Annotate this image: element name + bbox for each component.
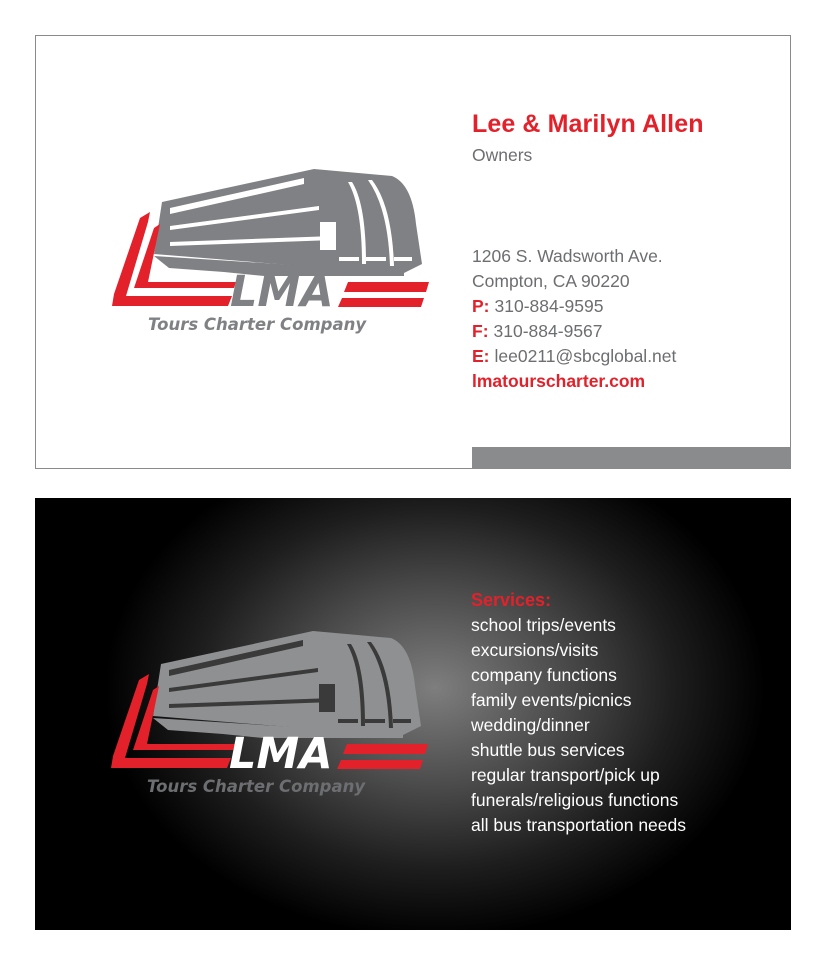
service-item: funerals/religious functions xyxy=(471,790,679,810)
phone-label: P: xyxy=(472,296,490,316)
service-item: company functions xyxy=(471,665,617,685)
service-item: shuttle bus services xyxy=(471,740,625,760)
services-heading: Services: xyxy=(471,590,552,610)
owner-name: Lee & Marilyn Allen xyxy=(472,110,704,138)
logo-graphic xyxy=(104,164,434,349)
services-list xyxy=(471,613,686,838)
service-item: all bus transportation needs xyxy=(471,815,686,835)
service-item: school trips/events xyxy=(471,615,616,635)
address-line-2: Compton, CA 90220 xyxy=(472,271,630,291)
bus-icon xyxy=(154,169,422,276)
contact-details xyxy=(472,244,676,394)
service-item: family events/picnics xyxy=(471,690,632,710)
website-link: lmatourscharter.com xyxy=(472,371,646,391)
fax-number: 310-884-9567 xyxy=(493,321,603,341)
company-logo xyxy=(104,164,434,349)
email-address: lee0211@sbcglobal.net xyxy=(494,346,677,366)
logo-letters: LMA xyxy=(230,267,334,317)
phone-number: 310-884-9595 xyxy=(494,296,604,316)
email-label: E: xyxy=(472,346,490,366)
company-logo-back xyxy=(103,626,433,811)
address-line-1: 1206 S. Wadsworth Ave. xyxy=(472,246,663,266)
bus-icon xyxy=(153,631,421,738)
service-item: excursions/visits xyxy=(471,640,599,660)
business-card-back xyxy=(35,498,791,930)
services-block xyxy=(471,588,686,838)
logo-tagline: Tours Charter Company xyxy=(148,315,367,334)
business-card-front xyxy=(35,35,791,469)
fax-label: F: xyxy=(472,321,489,341)
logo-tagline-back: Tours Charter Company xyxy=(147,777,366,796)
service-item: wedding/dinner xyxy=(471,715,590,735)
owner-title: Owners xyxy=(472,145,533,165)
logo-letters-back: LMA xyxy=(229,729,333,779)
logo-graphic-back xyxy=(103,626,433,811)
email-row xyxy=(472,344,676,369)
phone-row xyxy=(472,294,676,319)
fax-row xyxy=(472,319,676,344)
service-item: regular transport/pick up xyxy=(471,765,660,785)
accent-bar xyxy=(472,447,791,468)
